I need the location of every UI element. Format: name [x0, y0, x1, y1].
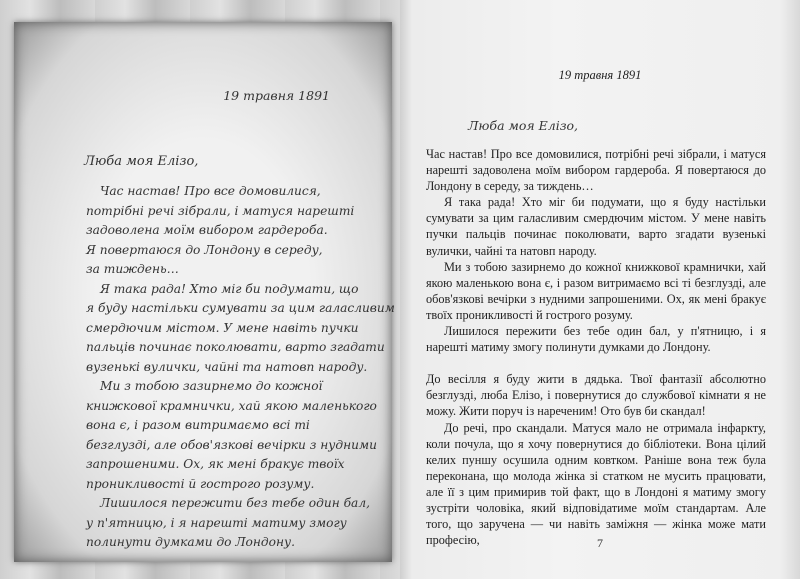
letter-line: у п'ятницю, і я нарешті матиму змогу — [86, 515, 347, 530]
letter-date: 19 травня 1891 — [223, 88, 330, 103]
letter-line: книжкової крамнички, хай якою маленького — [86, 398, 377, 413]
paragraph: Я така рада! Хто міг би подумати, що я буду настільки сумувати за цим галасливим смердючим містом. У мене навіть пучки пальців починає поколювати, варто згадати вузенькі вулички, чайні та натовп народу. — [426, 195, 766, 258]
letter-line: потрібні речі зібрали, і матуся нарешті — [86, 203, 355, 218]
letter-line: вона є, і разом витримаємо всі ті — [86, 418, 310, 432]
paragraph: Час настав! Про все домовилися, потрібні речі зібрали, і матуся нарешті задоволена моїм вибором гардероба. Я повертаюся до Лондону в середу, за тиждень… — [426, 147, 766, 194]
letter-line: Лишилося пережити без тебе один бал, — [100, 496, 370, 510]
page-greeting: Люба моя Елізо, — [468, 118, 579, 133]
letter-line: вузенькі вулички, чайні та натовп народу. — [86, 359, 368, 374]
letter-body — [86, 182, 395, 553]
letter-line: задоволена моїм вибором гардероба. — [86, 223, 328, 237]
letter-line: Я повертаюся до Лондону в середу, — [86, 242, 323, 257]
letter-line: Ми з тобою зазирнемо до кожної — [100, 379, 323, 393]
paragraph: До весілля я буду жити в дядька. Твої фантазії абсолютно безглузді, люба Елізо, і повернутися до службової кімнати я не можу. Жити поруч із нареченим! Ото був би скандал! — [426, 372, 766, 419]
letter-greeting: Люба моя Елізо, — [84, 154, 199, 169]
letter-line: запрошеними. Ох, як мені бракує твоїх — [86, 457, 345, 471]
letter-line: смердючим містом. У мене навіть пучки — [86, 320, 359, 335]
letter-line: безглузді, але обов'язкові вечірки з нудними — [86, 437, 377, 452]
aged-letter-paper — [14, 22, 395, 562]
paragraph: До речі, про скандали. Матуся мало не отримала інфаркту, коли почула, що я хочу повернутися до бібліотеки. Вона цілий келих пуншу осушила одним ковтком. Раніше вона теж була переконана, що молода жінка зі статком не мусить працювати, але її з цим примирив той факт, що в Лондоні я матиму змогу зустріти чоловіка, який відповідатиме моїм стандартам. Але того, що заручена — чи навіть заміжня — жінка може мати професію, — [426, 420, 766, 548]
letter-line: за тиждень… — [86, 262, 179, 276]
paragraph: Лишилося пережити без тебе один бал, у п'ятницю, і я нарешті матиму змогу полинути думками до Лондону. — [426, 324, 766, 355]
page-number: 7 — [597, 536, 603, 550]
page-body — [426, 146, 766, 548]
letter-line: Час настав! Про все домовилися, — [100, 184, 321, 198]
letter-line: полинути думками до Лондону. — [86, 535, 295, 549]
right-page — [400, 0, 800, 579]
letter-line: пальців починає поколювати, варто згадати — [86, 340, 385, 354]
letter-line: Я така рада! Хто міг би подумати, що — [100, 281, 359, 296]
page-date: 19 травня 1891 — [558, 68, 642, 82]
letter-line: проникливості й гострого розуму. — [86, 476, 315, 491]
paragraph: Ми з тобою зазирнемо до кожної книжкової крамнички, хай якою маленькою вона є, і разом витримаємо всі ті безглузді, але обов'язкові вечірки з нудними запрошеними. Ох, як мені бракує твоїх проникливості й гострого розуму. — [426, 259, 766, 322]
letter-line: я буду настільки сумувати за цим галасливим — [86, 301, 395, 315]
